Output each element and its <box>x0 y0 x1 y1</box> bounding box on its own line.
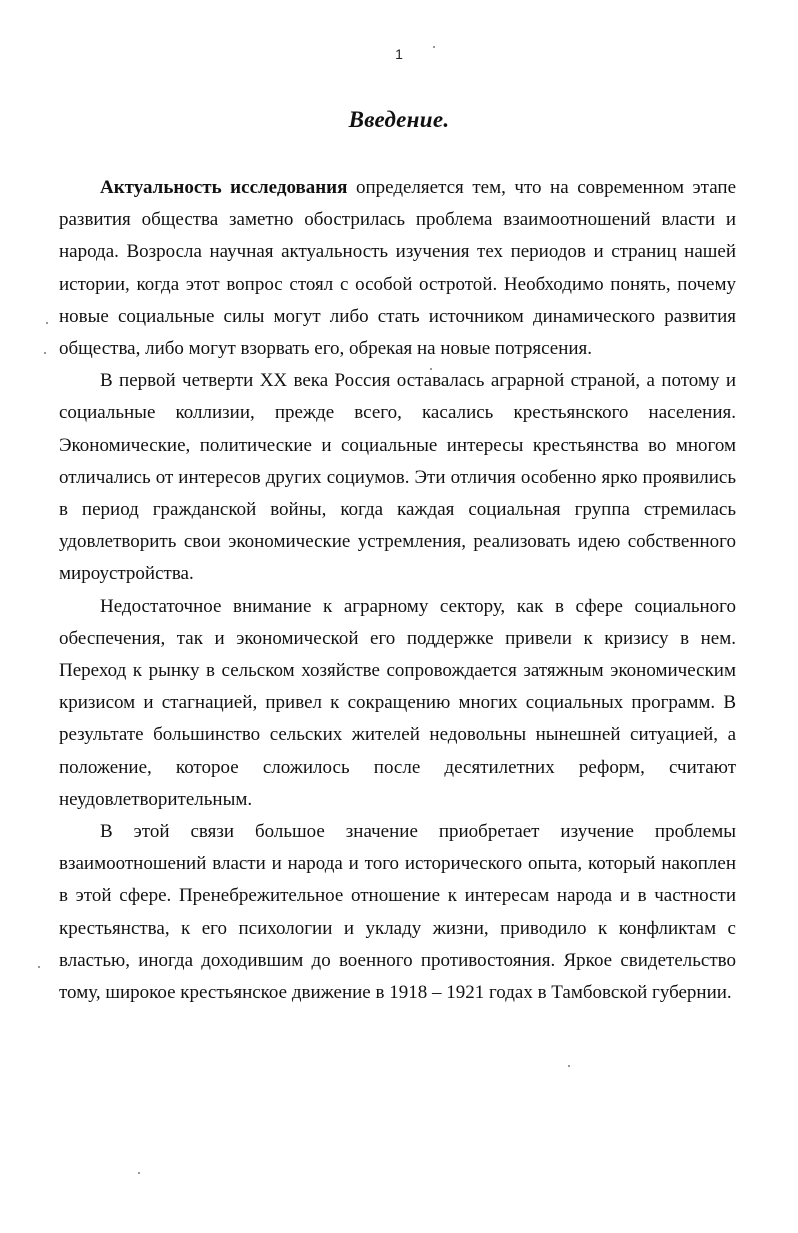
scan-speck <box>38 966 40 968</box>
page-title: Введение. <box>348 107 450 132</box>
paragraph-relevance <box>59 172 736 365</box>
page-number: 1 <box>395 46 403 62</box>
paragraph-historical-experience: В этой связи большое значение приобретает изучение проблемы взаимоотношений власти и народа и того исторического опыта, который накоплен в этой сфере. Пренебрежительное отношение к интересам народа и в частности крестьянства, к его психологии и укладу жизни, приводило к конфликтам с властью, иногда доходившим до военного противостояния. Яркое свидетельство тому, широкое крестьянское движение в 1918 – 1921 годах в Тамбовской губернии. <box>59 821 736 1004</box>
document-body <box>59 172 736 1009</box>
paragraph-text: определяется тем, что на современном этапе развития общества заметно обострилась проблема взаимоотношений власти и народа. Возросла научная актуальность изучения тех периодов и страниц нашей истории, когда этот вопрос стоял с особой остротой. Необходимо понять, почему новые социальные силы могут либо стать источником динамического развития общества, либо могут взорвать его, обрекая на новые потрясения. <box>59 177 736 360</box>
scan-speck <box>138 1172 140 1174</box>
paragraph-agrarian-russia: В первой четверти XX века Россия оставалась аграрной страной, а потому и социальные коллизии, прежде всего, касались крестьянского населения. Экономические, политические и социальные интересы крестьянства во многом отличались от интересов других социумов. Эти отличия особенно ярко проявились в период гражданской войны, когда каждая социальная группа стремилась удовлетворить свои экономические устремления, реализовать идею собственного мироустройства. <box>59 370 736 585</box>
paragraph-agrarian-sector: Недостаточное внимание к аграрному сектору, как в сфере социального обеспечения, так и экономической его поддержке привели к кризису в нем. Переход к рынку в сельском хозяйстве сопровождается затяжным экономическим кризисом и стагнацией, привел к сокращению многих социальных программ. В результате большинство сельских жителей недовольны нынешней ситуацией, а положение, которое сложилось после десятилетних реформ, считают неудовлетворительным. <box>59 595 736 810</box>
scan-speck <box>430 368 432 370</box>
paragraph-lead: Актуальность исследования <box>100 177 348 198</box>
scan-speck <box>433 46 435 48</box>
scan-speck <box>44 352 46 354</box>
scan-speck <box>568 1065 570 1067</box>
scan-speck <box>46 322 48 324</box>
